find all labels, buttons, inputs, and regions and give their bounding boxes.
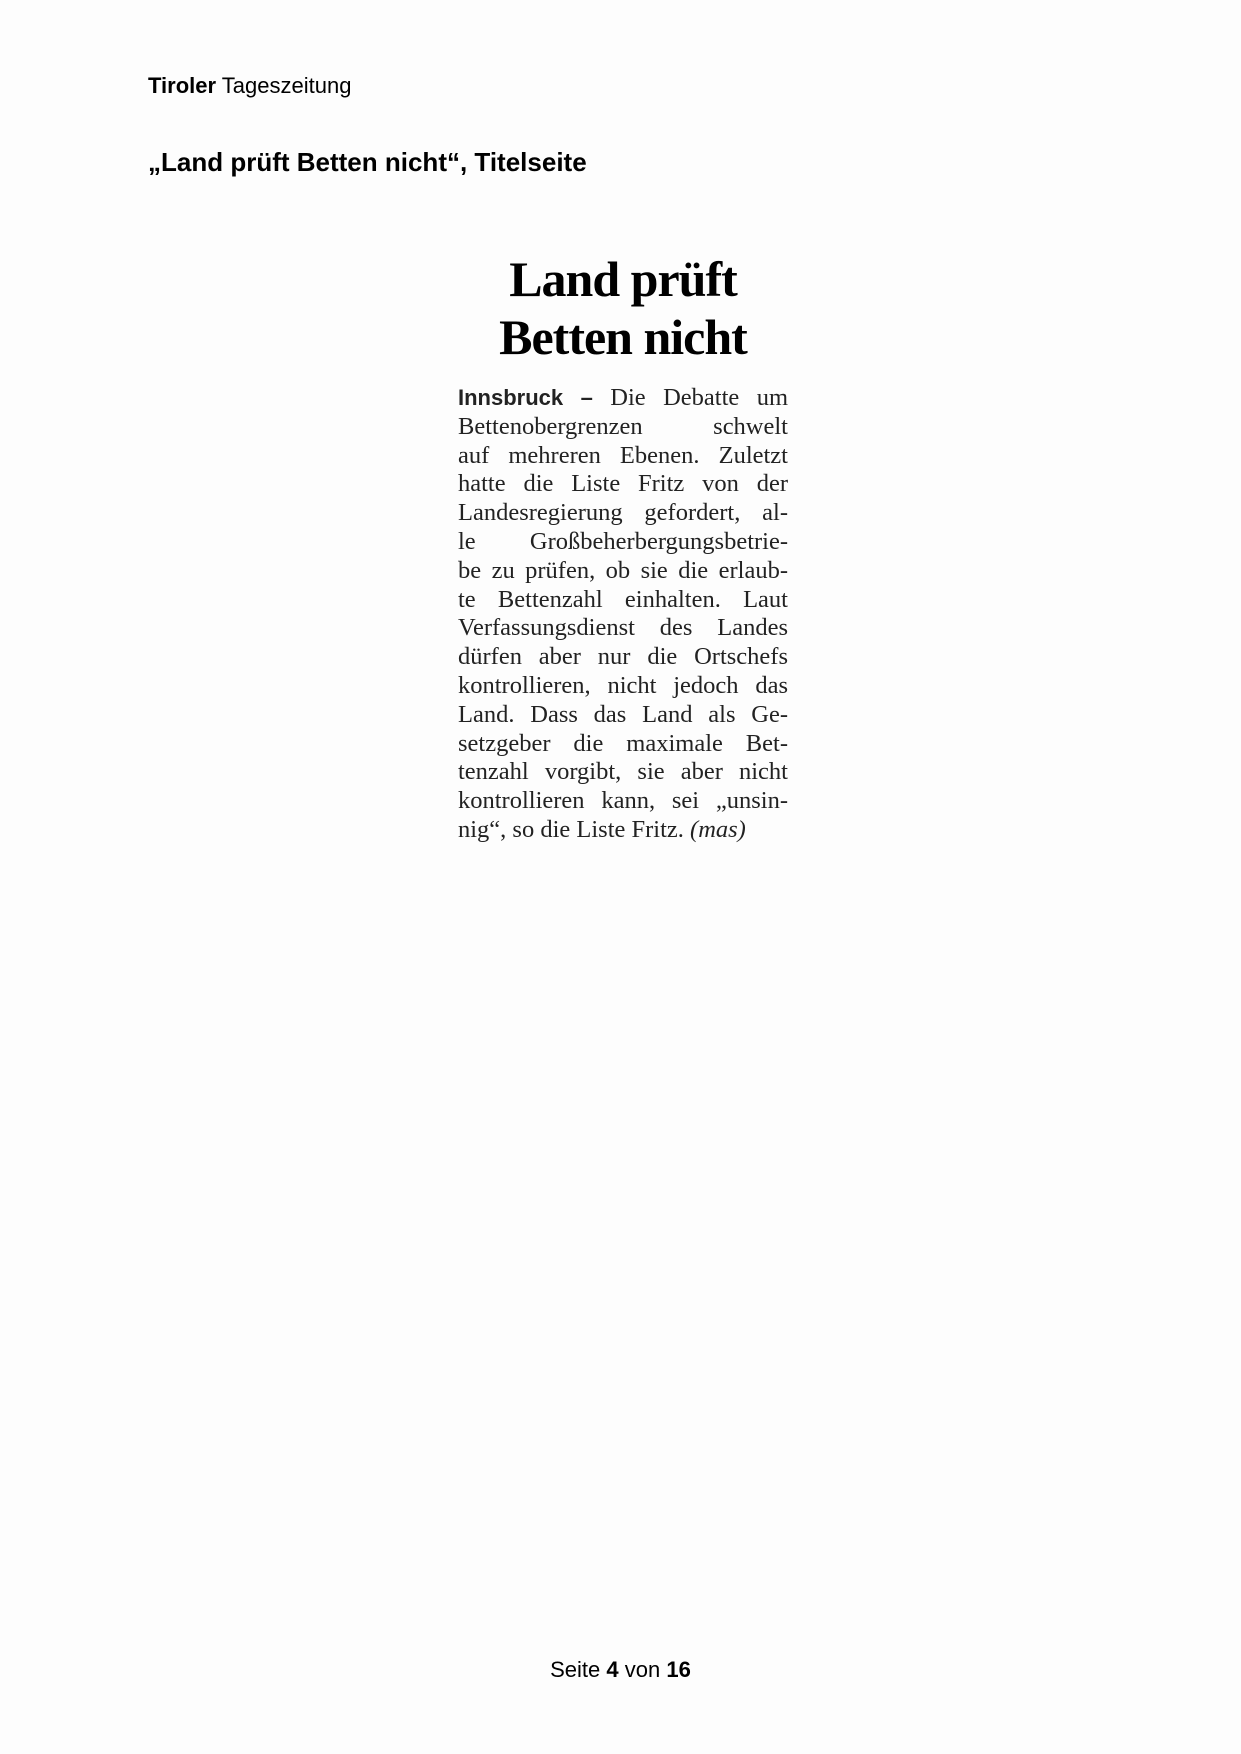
headline-line: Land prüft xyxy=(509,251,737,307)
body-line: Landesregierung gefordert, al- xyxy=(458,499,788,527)
body-line: tenzahl vorgibt, sie aber nicht xyxy=(458,758,788,786)
body-line-last xyxy=(458,816,788,845)
body-line: dürfen aber nur die Ortschefs xyxy=(458,643,788,671)
article-body xyxy=(458,384,788,845)
publication-name-regular: Tageszeitung xyxy=(221,73,352,98)
publication-name-bold: Tiroler xyxy=(148,73,217,98)
headline-line: Betten nicht xyxy=(499,309,747,365)
body-line: Bettenobergrenzen schwelt xyxy=(458,412,788,440)
von-label: von xyxy=(624,1657,661,1682)
body-line-text: nig“, so die Liste Fritz. xyxy=(458,815,684,843)
body-line-first xyxy=(458,384,788,413)
body-line: Land. Dass das Land als Ge- xyxy=(458,700,788,728)
body-line: te Bettenzahl einhalten. Laut xyxy=(458,585,788,613)
body-line: hatte die Liste Fritz von der xyxy=(458,470,788,498)
body-line: auf mehreren Ebenen. Zuletzt xyxy=(458,441,788,469)
document-title: „Land prüft Betten nicht“, Titelseite xyxy=(148,147,587,177)
seite-label: Seite xyxy=(550,1657,601,1682)
article-headline xyxy=(458,250,788,366)
page-footer xyxy=(0,1656,1241,1684)
body-line: be zu prüfen, ob sie die erlaub- xyxy=(458,556,788,584)
body-line: kontrollieren, nicht jedoch das xyxy=(458,671,788,699)
article-clipping xyxy=(458,250,788,845)
total-pages-number: 16 xyxy=(666,1657,691,1682)
body-line-text: Die Debatte um xyxy=(610,384,789,411)
dateline: Innsbruck – xyxy=(458,385,593,410)
current-page-number: 4 xyxy=(606,1657,619,1682)
body-line: setzgeber die maximale Bet- xyxy=(458,729,788,757)
body-line: Verfassungsdienst des Landes xyxy=(458,614,788,642)
publication-name xyxy=(148,72,351,100)
body-line: kontrollieren kann, sei „unsin- xyxy=(458,787,788,815)
body-line: le Großbeherbergungsbetrie- xyxy=(458,527,788,555)
author-initials: (mas) xyxy=(690,815,746,843)
